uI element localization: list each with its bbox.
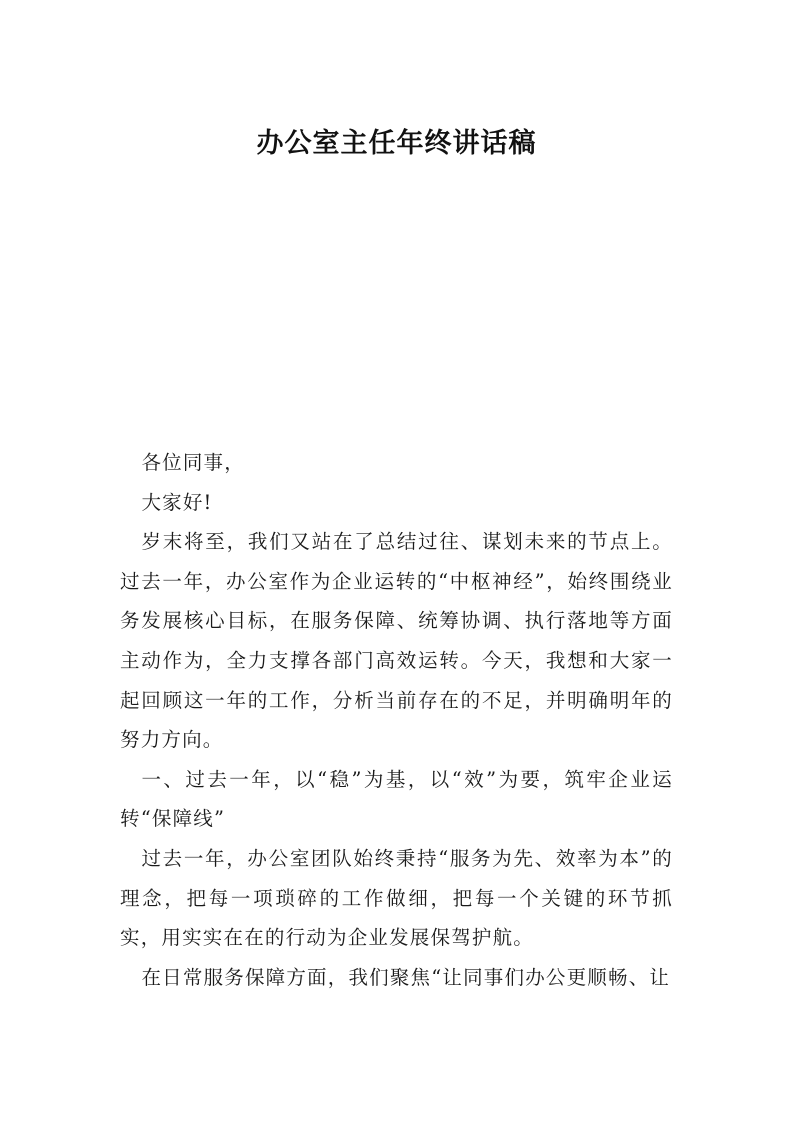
greeting-paragraph: 各位同事，	[141, 451, 245, 474]
salutation-paragraph: 大家好!	[141, 490, 213, 514]
section-heading-1: 一、过去一年，以“稳”为基，以“效”为要，筑牢企业运转“保障线”	[120, 767, 673, 831]
document-body	[120, 443, 673, 997]
intro-paragraph: 岁末将至，我们又站在了总结过往、谋划未来的节点上。过去一年，办公室作为企业运转的“中枢神经”，始终围绕业务发展核心目标，在服务保障、统筹协调、执行落地等方面主动作为，全力支撑各部门高效运转。今天，我想和大家一起回顾这一年的工作，分析当前存在的不足，并明确明年的努力方向。	[120, 530, 673, 752]
body-paragraph: 过去一年，办公室团队始终秉持“服务为先、效率为本”的理念，把每一项琐碎的工作做细，把每一个关键的环节抓实，用实实在在的行动为企业发展保驾护航。	[120, 846, 673, 950]
document-title: 办公室主任年终讲话稿	[256, 128, 537, 159]
body-paragraph: 在日常服务保障方面，我们聚焦“让同事们办公更顺畅、让	[141, 965, 671, 989]
